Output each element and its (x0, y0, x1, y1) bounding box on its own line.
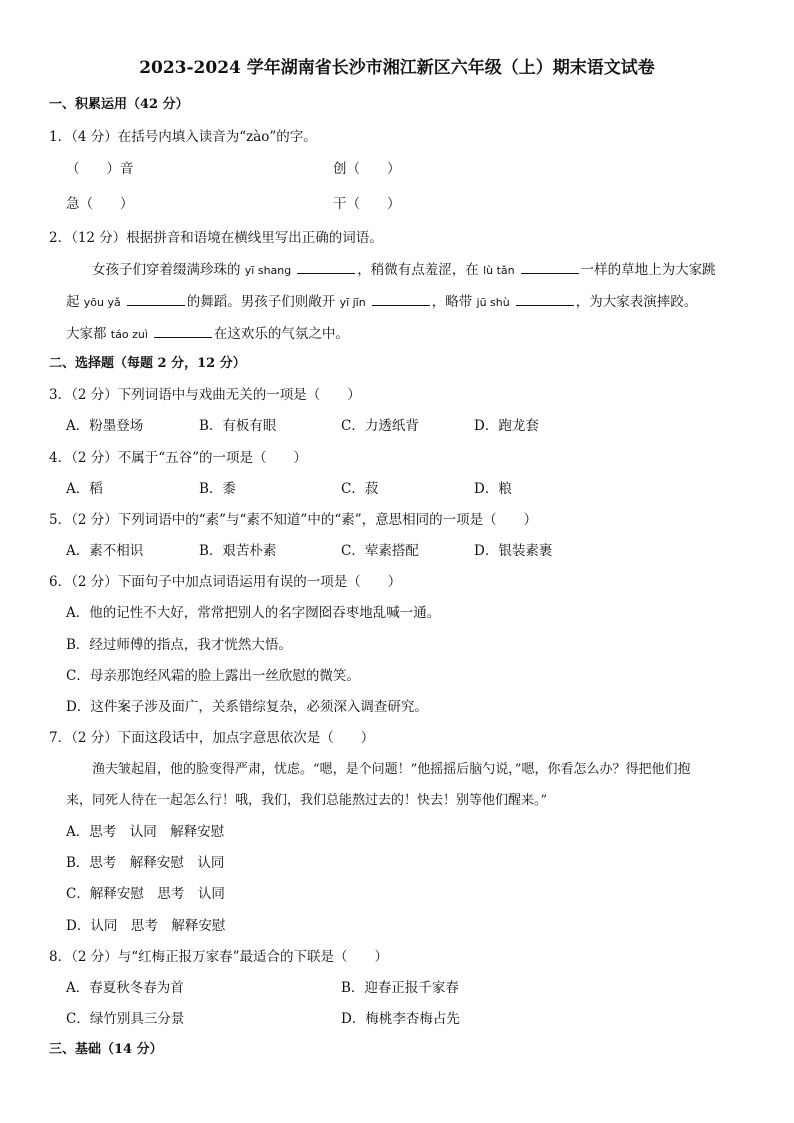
question-6-stem: 6．（2 分）下面句子中加点词语运用有误的一项是（ ） (49, 574, 402, 590)
q4-option-c[interactable]: C．菽 (341, 481, 379, 497)
pinyin-youya: yōu yǎ (83, 296, 121, 309)
q3-option-d[interactable]: D．跑龙套 (474, 418, 539, 434)
q2-text: ，略带 (431, 294, 473, 310)
pinyin-jushu: jū shù (476, 296, 510, 309)
answer-blank[interactable] (127, 293, 185, 306)
q2-text: 女孩子们穿着缀满珍珠的 (92, 262, 241, 278)
q5-option-d[interactable]: D．银装素裹 (474, 543, 553, 559)
q5-option-a[interactable]: A．素不相识 (66, 543, 144, 559)
q7-option-c[interactable]: C．解释安慰 思考 认同 (66, 886, 225, 902)
question-5-stem: 5．（2 分）下列词语中的“素”与“素不知道”中的“素”，意思相同的一项是（ ） (49, 512, 538, 528)
q7-option-d[interactable]: D．认同 思考 解释安慰 (66, 918, 226, 934)
q1-blank-d: 干（ ） (333, 196, 401, 212)
pinyin-taozui: táo zuì (110, 328, 148, 341)
q6-option-a[interactable]: A．他的记性不大好，常常把别人的名字囫囵吞枣地乱喊一通。 (66, 605, 441, 621)
q2-text: 一样的草地上为大家跳 (580, 262, 716, 278)
pinyin-yijin: yī jīn (339, 296, 366, 309)
q7-option-b[interactable]: B．思考 解释安慰 认同 (66, 855, 225, 871)
q6-option-c[interactable]: C．母亲那饱经风霜的脸上露出一丝欣慰的微笑。 (66, 668, 360, 684)
q1-blank-a: （ ）音 (66, 161, 134, 177)
question-4-stem: 4．（2 分）不属于“五谷”的一项是（ ） (49, 450, 308, 466)
q2-text: 在这欢乐的气氛之中。 (213, 326, 349, 342)
section-heading-3: 三、基础（14 分） (49, 1042, 163, 1057)
question-3-stem: 3．（2 分）下列词语中与戏曲无关的一项是（ ） (49, 387, 361, 403)
q4-option-d[interactable]: D．粮 (474, 481, 512, 497)
q5-option-b[interactable]: B．艰苦朴素 (199, 543, 277, 559)
q2-paragraph-line-3 (66, 325, 349, 344)
q6-option-d[interactable]: D．这件案子涉及面广，关系错综复杂，必须深入调查研究。 (66, 699, 428, 715)
question-2-stem: 2．（12 分）根据拼音和语境在横线里写出正确的词语。 (49, 230, 383, 246)
q4-option-b[interactable]: B．黍 (199, 481, 236, 497)
q7-option-a[interactable]: A．思考 认同 解释安慰 (66, 824, 225, 840)
q1-blank-c: 急（ ） (66, 196, 134, 212)
answer-blank[interactable] (154, 325, 212, 338)
q2-text: ，为大家表演摔跤。 (575, 294, 698, 310)
q1-blank-b: 创（ ） (333, 161, 401, 177)
question-8-stem: 8．（2 分）与“红梅正报万家春”最适合的下联是（ ） (49, 949, 389, 965)
q7-passage-line-2: 来，同死人待在一起怎么行！哦，我们，我们总能熬过去的！快去！别等他们醒来。” (66, 793, 548, 808)
q2-paragraph-line-2 (66, 293, 697, 312)
answer-blank[interactable] (297, 261, 355, 274)
q3-option-a[interactable]: A．粉墨登场 (66, 418, 144, 434)
pinyin-yishang: yī shang (244, 264, 292, 277)
q8-option-b[interactable]: B．迎春正报千家春 (341, 980, 459, 996)
page-title: 2023-2024 学年湖南省长沙市湘江新区六年级（上）期末语文试卷 (139, 58, 655, 78)
q2-text: 的舞蹈。男孩子们则敞开 (186, 294, 336, 310)
section-heading-2: 二、选择题（每题 2 分，12 分） (49, 356, 246, 371)
pinyin-lutan: lù tǎn (483, 264, 515, 277)
question-7-stem: 7．（2 分）下面这段话中，加点字意思依次是（ ） (49, 730, 375, 746)
q8-option-d[interactable]: D．梅桃李杏梅占先 (341, 1011, 460, 1027)
q7-passage-line-1: 渔夫皱起眉，他的脸变得严肃，忧虑。“嗯，是个问题！”他摇摇后脑勺说，”嗯，你看怎么办？得把他们抱 (92, 762, 691, 777)
q2-text: 大家都 (66, 326, 107, 342)
q8-option-c[interactable]: C．绿竹别具三分景 (66, 1011, 185, 1027)
q3-option-b[interactable]: B．有板有眼 (199, 418, 277, 434)
q2-text: 起 (66, 294, 80, 310)
question-1-stem: 1．（4 分）在括号内填入读音为“zào”的字。 (49, 129, 317, 145)
section-heading-1: 一、积累运用（42 分） (49, 97, 189, 112)
answer-blank[interactable] (516, 293, 574, 306)
q2-paragraph-line-1 (92, 261, 716, 280)
q3-option-c[interactable]: C．力透纸背 (341, 418, 419, 434)
q4-option-a[interactable]: A．稻 (66, 481, 103, 497)
answer-blank[interactable] (372, 293, 430, 306)
q2-text: ，稍微有点羞涩，在 (357, 262, 479, 278)
answer-blank[interactable] (521, 261, 579, 274)
q5-option-c[interactable]: C．荤素搭配 (341, 543, 419, 559)
q8-option-a[interactable]: A．春夏秋冬春为首 (66, 980, 184, 996)
q6-option-b[interactable]: B．经过师傅的指点，我才恍然大悟。 (66, 637, 292, 653)
